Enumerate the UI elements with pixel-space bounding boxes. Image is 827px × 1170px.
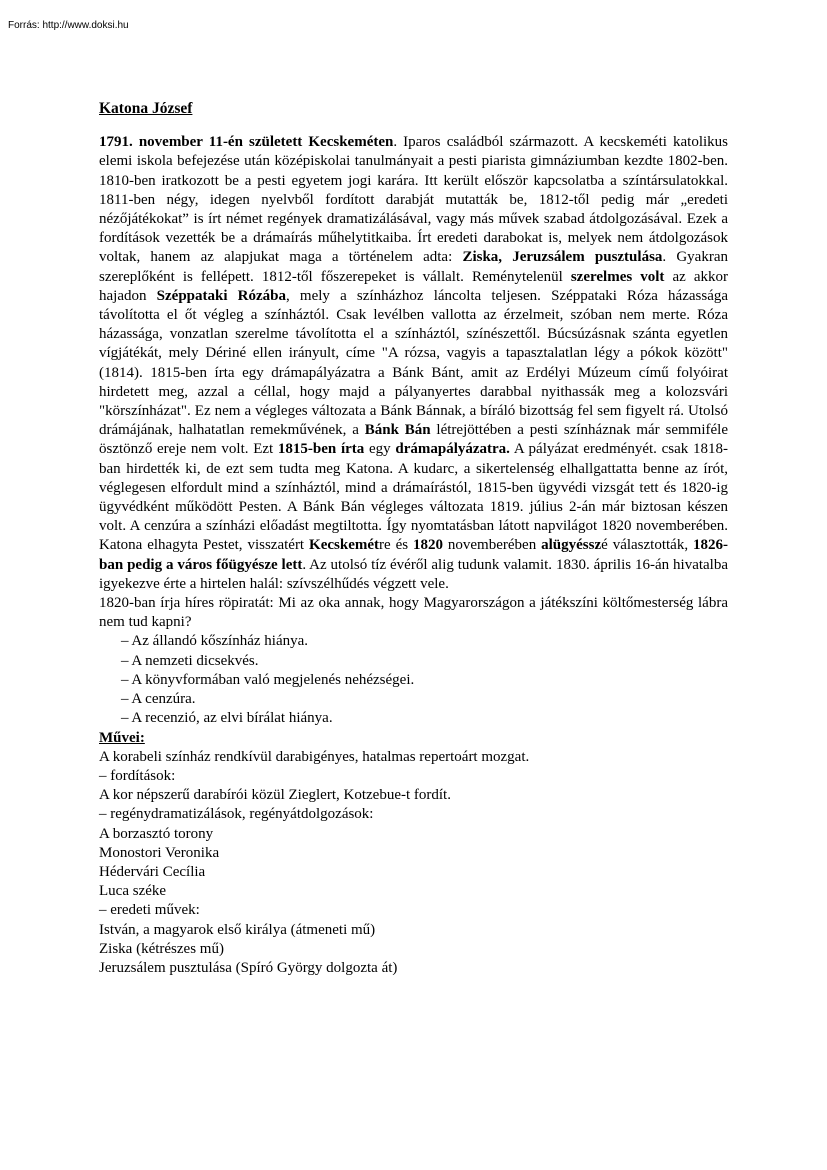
- document-body: [99, 99, 728, 978]
- bold-text-run: Széppataki Rózába: [156, 287, 287, 304]
- text-run: létrejöttében a pesti színháznak már semmiféle ösztönző ereje nem volt. Ezt: [99, 422, 728, 458]
- works-line: Jeruzsálem pusztulása (Spíró György dolgozta át): [99, 959, 398, 976]
- works-list: [99, 748, 728, 978]
- bold-text-run: Kecskemét: [309, 537, 379, 554]
- works-line: A korabeli színház rendkívül darabigényes, hatalmas repertoárt mozgat.: [99, 748, 530, 765]
- bold-text-run: drámapályázatra.: [395, 441, 510, 458]
- bold-text-run: 1791. november 11-én született Kecskeméten: [99, 134, 394, 151]
- text-run: . Az utolsó tíz évéről alig tudunk valamit. 1830. április 16-án hivatalba igyekezve érte a hirtelen halál: szívszélhűdés végzett vele.: [99, 556, 728, 592]
- text-run: novemberében: [442, 537, 542, 554]
- text-run: re és: [379, 537, 413, 554]
- bold-text-run: 1826-ban pedig a város főügyésze lett: [99, 537, 729, 573]
- works-line: A kor népszerű darabírói közül Zieglert, Kotzebue-t fordít.: [99, 787, 451, 804]
- works-line: Monostori Veronika: [99, 844, 220, 861]
- text-run: . Iparos családból származott. A kecskeméti katolikus elemi iskola befejezése után középiskolai tanulmányait a pesti piarista gimnáziumban kezdte 1802-ben. 1810-ben iratkozott be a pesti egyetem jogi karára. Itt került először kapcsolatba a színtársulatokkal. 1811-ben négy, idegen nyelvből fordított darabját mutatták be, 1812-től pedig már „eredeti nézőjátékokat” is írt német regények dramatizálásával, vagy más művek szabad átdolgozásával. Ezek a fordítások vezették be a drámaírás műhelytitkaiba. Írt eredeti darabokat is, melyek nem átdolgozások voltak, hanem az alapjukat maga a történelem adta:: [99, 134, 728, 266]
- biography-paragraph: [99, 133, 728, 594]
- reason-item: – A cenzúra.: [121, 691, 196, 708]
- bold-text-run: 1820: [412, 537, 443, 554]
- works-line: – fordítások:: [99, 767, 176, 784]
- reason-item: – A nemzeti dicsekvés.: [121, 652, 259, 669]
- bold-text-run: 1815-ben írta: [277, 441, 365, 458]
- reasons-list: [99, 632, 728, 728]
- bold-text-run: Bánk Bán: [364, 422, 431, 439]
- text-run: az akkor hajadon: [99, 268, 728, 304]
- bold-text-run: Ziska, Jeruzsálem pusztulása: [462, 249, 663, 266]
- document-title: Katona József: [99, 100, 193, 117]
- works-line: Ziska (kétrészes mű): [99, 940, 224, 957]
- works-line: Luca széke: [99, 883, 167, 900]
- works-line: István, a magyarok első királya (átmeneti mű): [99, 921, 376, 938]
- bold-text-run: alügyéssz: [541, 537, 602, 554]
- text-run: é választották,: [601, 537, 694, 554]
- works-heading: Művei:: [99, 729, 145, 746]
- text-run: , mely a színházhoz láncolta teljesen. Széppataki Róza házassága távolította el őt végleg a színháztól. Csak levélben vallotta az érzelmeit, szóban nem merte. Róza házassága, vonzatlan szerelme távolította el a színháztól, színészettől. Búcsúzásnak szánta egyetlen vígjátékát, mely Dériné ellen irányult, címe "A rózsa, vagyis a tapasztalatlan légy a pókok között" (1814). 1815-ben írta egy drámapályázatra a Bánk Bánt, amit az Erdélyi Múzeum című folyóirat hirdetett meg, azzal a céllal, hogy majd a pályanyertes darabbal nyithassák meg a kolozsvári "körszínházat". Ez nem a végleges változata a Bánk Bánnak, a bíráló bizottság fel sem figyelt rá. Utolsó drámájának, halhatatlan remekművének, a: [99, 287, 729, 439]
- bold-text-run: szerelmes volt: [570, 268, 665, 285]
- reason-item: – Az állandó kőszínház hiánya.: [121, 633, 309, 650]
- text-run: . Gyakran szereplőként is fellépett. 1812-től főszerepeket is vállalt. Reménytelenül: [99, 249, 728, 285]
- works-line: – eredeti művek:: [99, 902, 200, 919]
- pamphlet-question: 1820-ban írja híres röpiratát: Mi az oka annak, hogy Magyarországon a játékszíni költőmesterség lábra nem tud kapni?: [99, 595, 728, 631]
- text-run: A pályázat eredményét. csak 1818-ban hirdették ki, de ezt sem tudta meg Katona. A kudarc, a sikertelenség elhallgattatta benne az írót, véglegesen elfordult mind a színháztól, mind a drámaírástól, 1815-ben ügyvédi vizsgát tett és 1820-ig ügyvédként működött Pesten. A Bánk Bán végleges változata 1819. július 2-án már biztosan készen volt. A cenzúra a színházi előadást megtiltotta. Így nyomtatásban látott napvilágot 1820 novemberében. Katona elhagyta Pestet, visszatért: [99, 441, 728, 554]
- reason-item: – A könyvformában való megjelenés nehézségei.: [121, 671, 415, 688]
- text-run: egy: [364, 441, 396, 458]
- reason-item: – A recenzió, az elvi bírálat hiánya.: [121, 710, 333, 727]
- works-line: Hédervári Cecília: [99, 863, 206, 880]
- source-note: Forrás: http://www.doksi.hu: [8, 20, 129, 31]
- works-line: A borzasztó torony: [99, 825, 214, 842]
- works-line: – regénydramatizálások, regényátdolgozások:: [99, 806, 374, 823]
